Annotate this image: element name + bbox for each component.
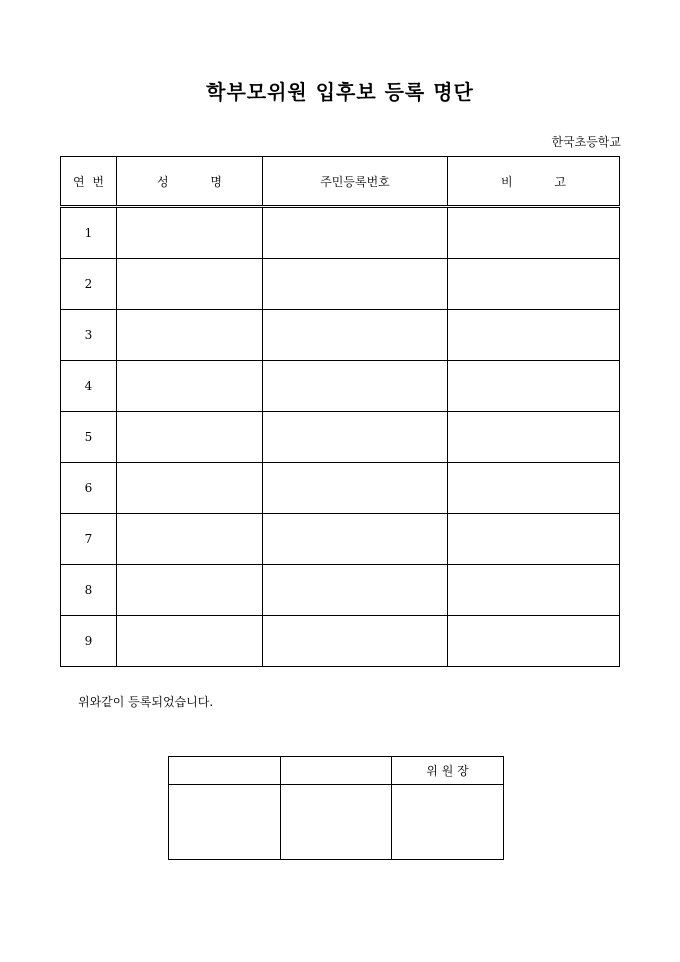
table-row xyxy=(61,514,620,565)
signature-box-1[interactable] xyxy=(169,785,281,860)
signature-box-2[interactable] xyxy=(281,785,392,860)
resident-number-cell[interactable] xyxy=(263,361,448,412)
row-number: 1 xyxy=(61,207,117,259)
signature-header-cell-1 xyxy=(169,757,281,785)
remarks-cell[interactable] xyxy=(448,514,620,565)
remarks-cell[interactable] xyxy=(448,259,620,310)
resident-number-cell[interactable] xyxy=(263,412,448,463)
name-cell[interactable] xyxy=(117,310,263,361)
signature-header-cell-2 xyxy=(281,757,392,785)
confirmation-note: 위와같이 등록되었습니다. xyxy=(78,695,214,709)
row-number: 3 xyxy=(61,310,117,361)
remarks-cell[interactable] xyxy=(448,565,620,616)
row-number: 8 xyxy=(61,565,117,616)
row-number: 5 xyxy=(61,412,117,463)
row-number: 4 xyxy=(61,361,117,412)
page-title: 학부모위원 입후보 등록 명단 xyxy=(206,80,474,104)
header-remarks: 비 고 xyxy=(448,157,620,207)
table-row xyxy=(61,310,620,361)
table-row xyxy=(61,259,620,310)
resident-number-cell[interactable] xyxy=(263,310,448,361)
resident-number-cell[interactable] xyxy=(263,514,448,565)
name-cell[interactable] xyxy=(117,565,263,616)
resident-number-cell[interactable] xyxy=(263,259,448,310)
remarks-cell[interactable] xyxy=(448,310,620,361)
table-row xyxy=(61,361,620,412)
name-cell[interactable] xyxy=(117,616,263,667)
name-cell[interactable] xyxy=(117,361,263,412)
name-cell[interactable] xyxy=(117,514,263,565)
header-serial-no: 연 번 xyxy=(61,157,117,207)
signature-header-chairperson: 위 원 장 xyxy=(392,757,504,785)
resident-number-cell[interactable] xyxy=(263,565,448,616)
row-number: 9 xyxy=(61,616,117,667)
remarks-cell[interactable] xyxy=(448,463,620,514)
remarks-cell[interactable] xyxy=(448,207,620,259)
name-cell[interactable] xyxy=(117,412,263,463)
table-row xyxy=(61,616,620,667)
remarks-cell[interactable] xyxy=(448,616,620,667)
table-row xyxy=(61,463,620,514)
name-cell[interactable] xyxy=(117,207,263,259)
school-name: 한국초등학교 xyxy=(551,135,621,149)
table-row xyxy=(61,412,620,463)
row-number: 2 xyxy=(61,259,117,310)
name-cell[interactable] xyxy=(117,259,263,310)
header-resident-number: 주민등록번호 xyxy=(263,157,448,207)
resident-number-cell[interactable] xyxy=(263,463,448,514)
row-number: 7 xyxy=(61,514,117,565)
table-header-row xyxy=(61,157,620,207)
row-number: 6 xyxy=(61,463,117,514)
signature-table xyxy=(168,756,504,860)
signature-box-chairperson[interactable] xyxy=(392,785,504,860)
name-cell[interactable] xyxy=(117,463,263,514)
signature-body-row xyxy=(169,785,504,860)
header-name: 성 명 xyxy=(117,157,263,207)
signature-header-row xyxy=(169,757,504,785)
resident-number-cell[interactable] xyxy=(263,207,448,259)
remarks-cell[interactable] xyxy=(448,361,620,412)
table-row xyxy=(61,207,620,259)
table-row xyxy=(61,565,620,616)
resident-number-cell[interactable] xyxy=(263,616,448,667)
registration-table xyxy=(60,156,620,667)
remarks-cell[interactable] xyxy=(448,412,620,463)
